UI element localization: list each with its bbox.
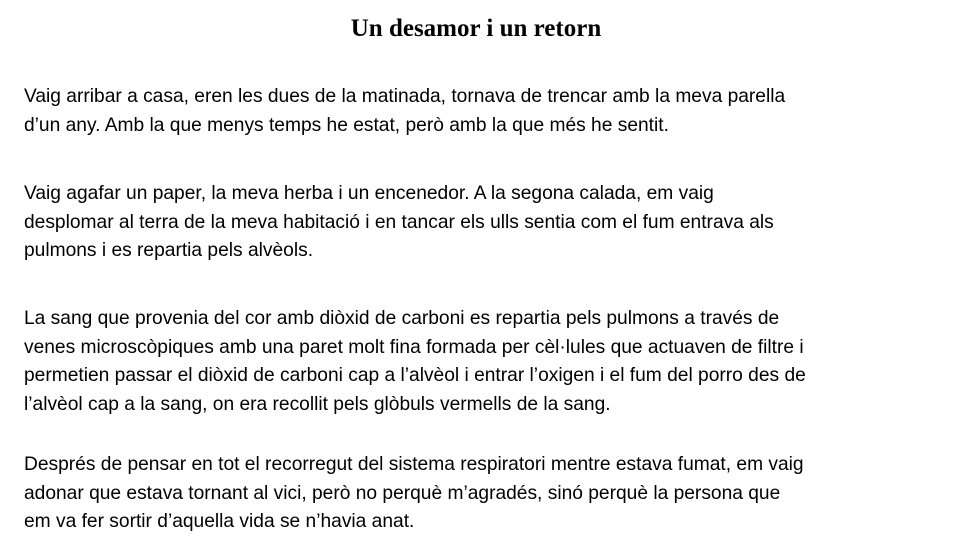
paragraph-line: desplomar al terra de la meva habitació i en tancar els ulls sentia com el fum entrava als xyxy=(24,211,774,233)
paragraph-line: em va fer sortir d’aquella vida se n’havia anat. xyxy=(24,511,415,532)
paragraph-line: permetien passar el diòxid de carboni cap a l’alvèol i entrar l’oxigen i el fum del porro des de xyxy=(24,365,806,386)
paragraph-line: adonar que estava tornant al vici, però no perquè m’agradés, sinó perquè la persona que xyxy=(24,482,781,504)
paragraph-line: l’alvèol cap a la sang, on era recollit pels glòbuls vermells de la sang. xyxy=(24,393,611,415)
document-title: Un desamor i un retorn xyxy=(350,15,602,42)
paragraph-line: Vaig arribar a casa, eren les dues de la matinada, tornava de trencar amb la meva parella xyxy=(24,86,786,107)
paragraph-3 xyxy=(24,305,944,419)
paragraph-4 xyxy=(24,451,944,537)
paragraph-line: d’un any. Amb la que menys temps he estat, però amb la que més he sentit. xyxy=(24,114,669,136)
paragraph-1 xyxy=(24,83,944,140)
paragraph-line: Vaig agafar un paper, la meva herba i un encenedor. A la segona calada, em vaig xyxy=(24,183,714,204)
paragraph-2 xyxy=(24,180,944,266)
paragraph-line: La sang que provenia del cor amb diòxid de carboni es repartia pels pulmons a través de xyxy=(24,308,780,329)
paragraph-line: Després de pensar en tot el recorregut del sistema respiratori mentre estava fumat, em vaig xyxy=(24,454,804,475)
paragraph-line: pulmons i es repartia pels alvèols. xyxy=(24,240,314,261)
paragraph-line: venes microscòpiques amb una paret molt fina formada per cèl·lules que actuaven de filtre i xyxy=(24,336,804,358)
